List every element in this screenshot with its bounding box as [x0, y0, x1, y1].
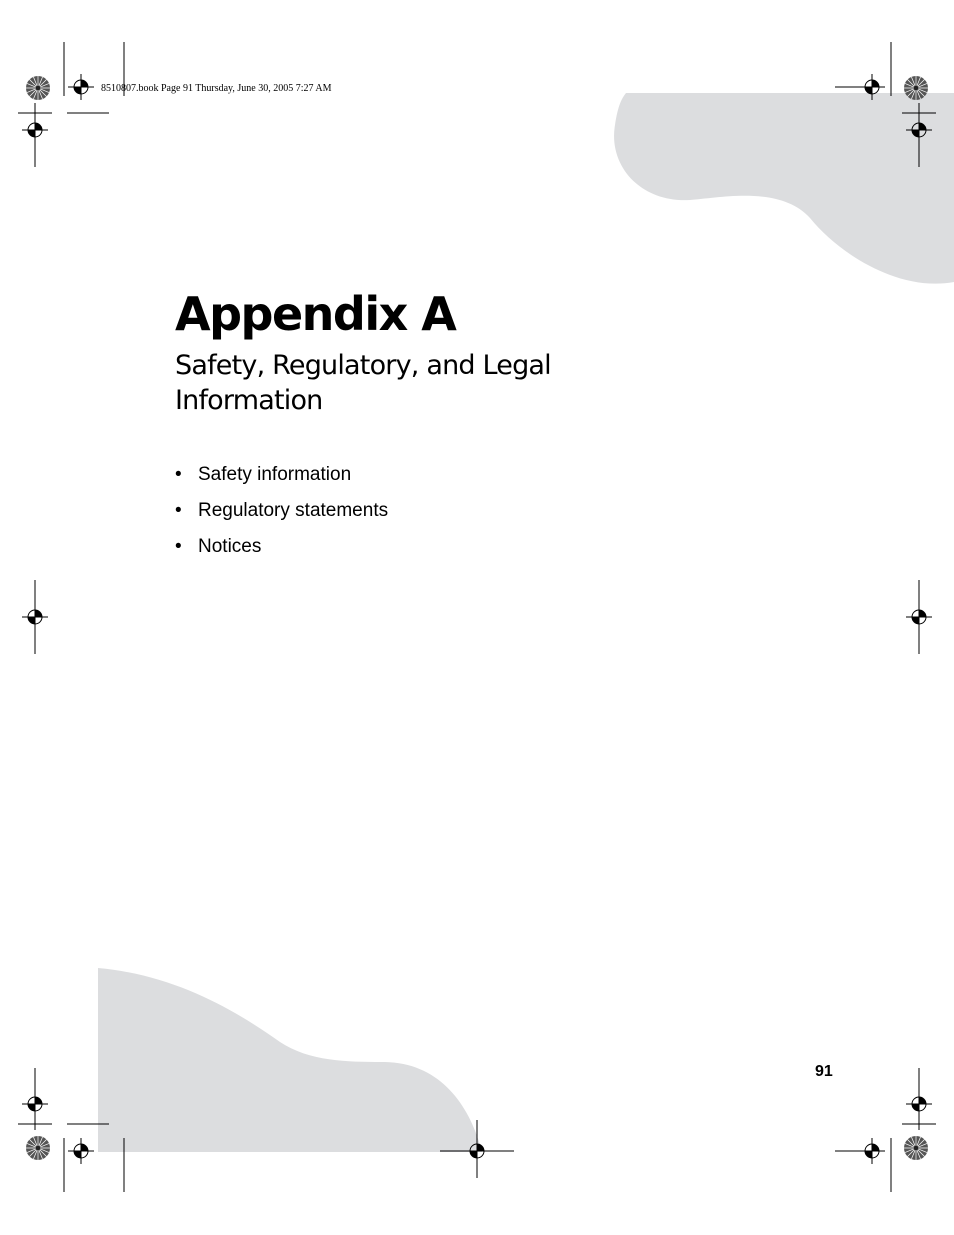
print-info-header: 8510807.book Page 91 Thursday, June 30, 2005 7:27 AM — [101, 83, 332, 94]
bottom-left-gray-shape — [98, 968, 482, 1152]
topic-list — [175, 462, 388, 570]
chapter-title: Appendix A — [175, 287, 456, 341]
starburst-target-icon — [904, 76, 928, 100]
starburst-target-icon — [904, 1136, 928, 1160]
registration-mark-icon — [22, 1091, 48, 1117]
list-item: • Regulatory statements — [175, 498, 388, 534]
page-number: 91 — [815, 1063, 833, 1080]
registration-mark-icon — [68, 1138, 94, 1164]
list-item: • Notices — [175, 534, 388, 570]
chapter-subtitle: Safety, Regulatory, and Legal Information — [175, 350, 551, 416]
registration-mark-icon — [859, 1138, 885, 1164]
starburst-target-icon — [26, 76, 50, 100]
registration-mark-icon — [22, 604, 48, 630]
registration-mark-icon — [906, 1091, 932, 1117]
registration-mark-icon — [906, 604, 932, 630]
list-item: • Safety information — [175, 462, 388, 498]
top-right-gray-shape — [614, 93, 954, 284]
starburst-target-icon — [26, 1136, 50, 1160]
registration-mark-icon — [22, 117, 48, 143]
registration-mark-icon — [68, 74, 94, 100]
